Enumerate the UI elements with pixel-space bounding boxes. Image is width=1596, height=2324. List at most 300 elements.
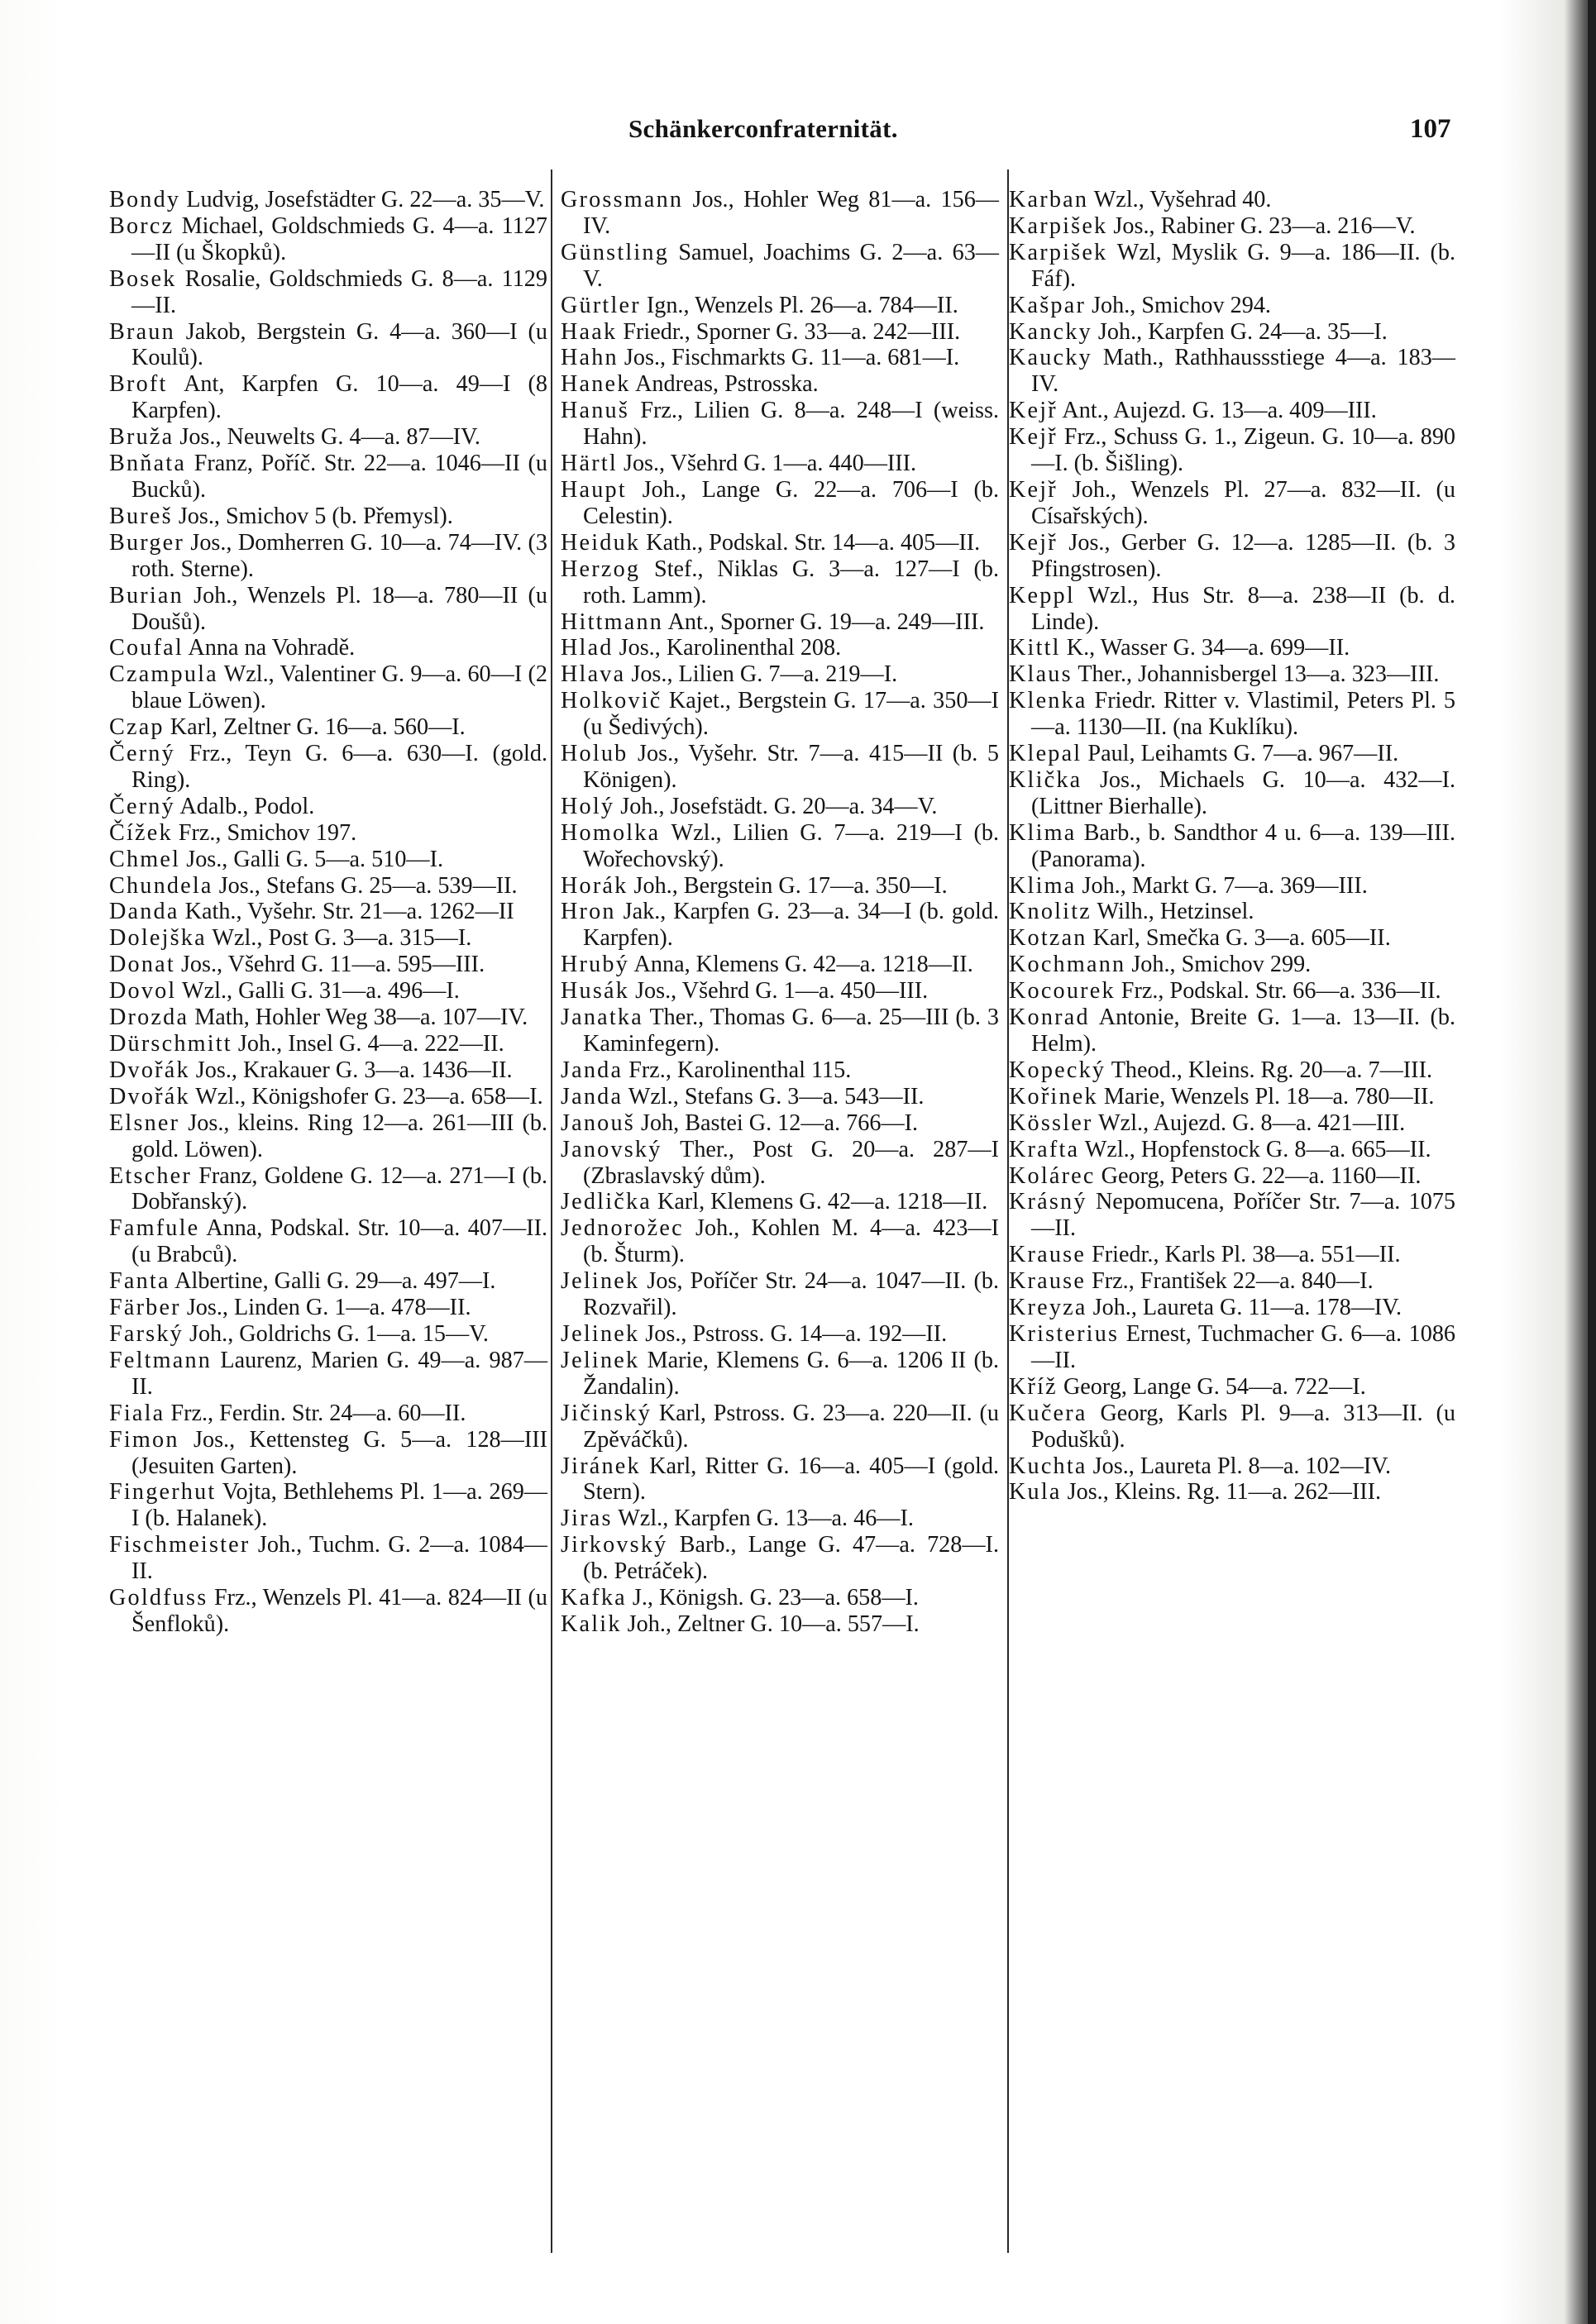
entry-details: J., Königsh. G. 23—a. 658—I. bbox=[632, 1585, 919, 1611]
entry-details: Kath., Vyšehr. Str. 21—a. 1262—II bbox=[184, 899, 514, 925]
entry-details: Jos., Všehrd G. 1—a. 450—III. bbox=[635, 978, 929, 1005]
directory-entry bbox=[561, 820, 999, 873]
entry-details: Kajet., Bergstein G. 17—a. 350—I (u Šedivých). bbox=[583, 688, 999, 741]
entry-details: Franz, Poříč. Str. 22—a. 1046—II (u Bucků). bbox=[131, 451, 547, 503]
entry-details: Ant, Karpfen G. 10—a. 49—I (8 Karpfen). bbox=[131, 371, 547, 424]
entry-details: Wzl, Myslik G. 9—a. 186—II. (b. Fáf). bbox=[1031, 239, 1455, 292]
entry-details: Jos., Galli G. 5—a. 510—I. bbox=[186, 846, 444, 872]
directory-entry bbox=[109, 266, 547, 319]
column-divider bbox=[551, 169, 552, 2253]
directory-entry bbox=[1009, 820, 1455, 873]
entry-details: Joh., Markt G. 7—a. 369—III. bbox=[1082, 872, 1368, 899]
directory-entry bbox=[109, 583, 547, 636]
entry-details: Frz., Schuss G. 1., Zigeun. G. 10—a. 890—I. (b. Šišling). bbox=[1031, 424, 1456, 477]
directory-entry bbox=[109, 1321, 547, 1348]
entry-surname: Kejř bbox=[1009, 424, 1058, 451]
entry-surname: Keppl bbox=[1009, 582, 1075, 608]
entry-surname: Coufal bbox=[109, 635, 184, 661]
entry-details: Joh., Laureta G. 11—a. 178—IV. bbox=[1092, 1295, 1402, 1321]
entry-surname: Burian bbox=[109, 582, 184, 608]
entry-details: Jos., Linden G. 1—a. 478—II. bbox=[186, 1295, 471, 1321]
directory-entry bbox=[109, 952, 547, 978]
directory-entry bbox=[561, 556, 999, 609]
entry-surname: Hahn bbox=[561, 345, 619, 371]
entry-details: Joh., Tuchm. G. 2—a. 1084—II. bbox=[131, 1532, 547, 1585]
directory-entry bbox=[1009, 240, 1455, 293]
entry-surname: Jiránek bbox=[561, 1453, 641, 1479]
directory-entry bbox=[1009, 1057, 1455, 1084]
entry-details: Jos., Karolinenthal 208. bbox=[619, 635, 842, 661]
entry-details: Stef., Niklas G. 3—a. 127—I (b. roth. Lamm). bbox=[583, 556, 1000, 608]
entry-surname: Jelinek bbox=[561, 1320, 640, 1347]
entry-surname: Janovský bbox=[561, 1136, 662, 1162]
entry-surname: Holý bbox=[561, 793, 615, 819]
entry-surname: Krause bbox=[1009, 1242, 1087, 1268]
entry-details: Georg, Karls Pl. 9—a. 313—II. (u Podušků). bbox=[1031, 1400, 1455, 1453]
entry-surname: Hanek bbox=[561, 371, 631, 398]
entry-details: Math, Hohler Weg 38—a. 107—IV. bbox=[194, 1005, 528, 1031]
entry-details: Jos., Všehrd G. 1—a. 440—III. bbox=[623, 451, 917, 477]
entry-surname: Janouš bbox=[561, 1110, 635, 1136]
entry-surname: Drozda bbox=[109, 1005, 189, 1031]
entry-details: Wzl., Stefans G. 3—a. 543—II. bbox=[628, 1083, 925, 1110]
entry-details: Albertine, Galli G. 29—a. 497—I. bbox=[174, 1268, 496, 1295]
directory-entry bbox=[561, 1611, 999, 1638]
directory-entry bbox=[561, 1137, 999, 1190]
entry-details: Jos., Pstross. G. 14—a. 192—II. bbox=[645, 1320, 948, 1347]
entry-surname: Gürtler bbox=[561, 292, 641, 318]
entry-details: Jos., Kleins. Rg. 11—a. 262—III. bbox=[1067, 1479, 1382, 1506]
entry-details: Joh., Zeltner G. 10—a. 557—I. bbox=[627, 1611, 920, 1637]
directory-entry bbox=[561, 1348, 999, 1401]
entry-details: Karl, Klemens G. 42—a. 1218—II. bbox=[657, 1189, 988, 1215]
entry-surname: Bureš bbox=[109, 503, 173, 529]
directory-entry bbox=[109, 503, 547, 530]
entry-surname: Feltmann bbox=[109, 1347, 213, 1373]
entry-surname: Kořinek bbox=[1009, 1083, 1098, 1110]
entry-details: Wzl., Karpfen G. 13—a. 46—I. bbox=[618, 1506, 914, 1532]
entry-details: Ign., Wenzels Pl. 26—a. 784—II. bbox=[646, 292, 958, 318]
directory-entry bbox=[561, 1189, 999, 1215]
entry-surname: Kula bbox=[1009, 1479, 1062, 1506]
entry-surname: Jelinek bbox=[561, 1347, 640, 1373]
entry-details: Jos., Hohler Weg 81—a. 156—IV. bbox=[583, 187, 999, 239]
entry-surname: Horák bbox=[561, 872, 628, 899]
directory-entry bbox=[109, 530, 547, 583]
entry-details: Wilh., Hetzinsel. bbox=[1097, 899, 1254, 925]
entry-surname: Kreyza bbox=[1009, 1295, 1087, 1321]
entry-surname: Farský bbox=[109, 1320, 184, 1347]
directory-entry bbox=[561, 293, 999, 319]
entry-details: Wzl., Aujezd. G. 8—a. 421—III. bbox=[1098, 1110, 1406, 1136]
directory-entry bbox=[561, 240, 999, 293]
directory-entry bbox=[109, 1348, 547, 1401]
entry-details: Joh., Smichov 294. bbox=[1092, 292, 1271, 318]
directory-entry bbox=[109, 1268, 547, 1295]
entry-surname: Janda bbox=[561, 1083, 624, 1110]
entry-surname: Hron bbox=[561, 899, 616, 925]
entry-surname: Kristerius bbox=[1009, 1320, 1120, 1347]
directory-entry bbox=[109, 899, 547, 925]
directory-entry bbox=[561, 477, 999, 530]
directory-entry bbox=[561, 451, 999, 477]
directory-entry bbox=[109, 1031, 547, 1057]
directory-entry bbox=[561, 345, 999, 371]
entry-surname: Czap bbox=[109, 714, 165, 741]
directory-entry bbox=[561, 609, 999, 636]
directory-entry bbox=[109, 1110, 547, 1163]
directory-entry bbox=[561, 1084, 999, 1110]
entry-details: Frz., Wenzels Pl. 41—a. 824—II (u Šenfloků). bbox=[131, 1585, 547, 1637]
directory-entry bbox=[561, 1506, 999, 1532]
entry-surname: Jičinský bbox=[561, 1400, 652, 1426]
entry-surname: Haak bbox=[561, 318, 618, 345]
entry-surname: Broft bbox=[109, 371, 168, 398]
directory-entry bbox=[561, 635, 999, 661]
directory-entry bbox=[1009, 635, 1455, 661]
entry-surname: Bnňata bbox=[109, 451, 187, 477]
directory-entry bbox=[1009, 925, 1455, 952]
directory-entry bbox=[109, 1057, 547, 1084]
entry-details: Math., Rathhaussstiege 4—a. 183—IV. bbox=[1031, 345, 1455, 398]
entry-surname: Kašpar bbox=[1009, 292, 1087, 318]
entry-details: Nepomucena, Poříčer Str. 7—a. 1075—II. bbox=[1031, 1189, 1455, 1242]
entry-surname: Kopecký bbox=[1009, 1057, 1106, 1083]
directory-entry bbox=[561, 978, 999, 1005]
entry-details: Georg, Peters G. 22—a. 1160—II. bbox=[1101, 1162, 1422, 1189]
directory-entry bbox=[561, 398, 999, 451]
entry-surname: Braun bbox=[109, 318, 175, 345]
entry-surname: Fiala bbox=[109, 1400, 165, 1426]
entry-details: Paul, Leihamts G. 7—a. 967—II. bbox=[1087, 741, 1399, 767]
directory-entry bbox=[1009, 741, 1455, 767]
entry-details: Friedr., Karls Pl. 38—a. 551—II. bbox=[1092, 1242, 1401, 1268]
entry-details: Karl, Zeltner G. 16—a. 560—I. bbox=[170, 714, 466, 741]
entry-surname: Färber bbox=[109, 1295, 181, 1321]
entry-details: Frz., Podskal. Str. 66—a. 336—II. bbox=[1121, 978, 1441, 1005]
directory-entry bbox=[1009, 398, 1455, 424]
entry-details: Wzl., Königshofer G. 23—a. 658—I. bbox=[195, 1083, 543, 1110]
directory-entry bbox=[1009, 1374, 1455, 1401]
entry-surname: Bondy bbox=[109, 187, 181, 212]
entry-details: Frz., Karolinenthal 115. bbox=[628, 1057, 852, 1083]
entry-details: Samuel, Joachims G. 2—a. 63—V. bbox=[583, 239, 999, 292]
entry-details: Jos., Laureta Pl. 8—a. 102—IV. bbox=[1092, 1453, 1392, 1479]
entry-details: Jak., Karpfen G. 23—a. 34—I (b. gold. Karpfen). bbox=[583, 899, 1000, 952]
entry-details: Jos, Poříčer Str. 24—a. 1047—II. (b. Rozvařil). bbox=[583, 1268, 999, 1321]
directory-entry bbox=[561, 1215, 999, 1268]
entry-details: Rosalie, Goldschmieds G. 8—a. 1129—II. bbox=[131, 265, 547, 318]
entry-details: Frz., Ferdin. Str. 24—a. 60—II. bbox=[170, 1400, 466, 1426]
entry-surname: Dvořák bbox=[109, 1057, 190, 1083]
entry-surname: Krafta bbox=[1009, 1136, 1080, 1162]
entry-details: Frz., Lilien G. 8—a. 248—I (weiss. Hahn). bbox=[583, 398, 1000, 451]
entry-surname: Kučera bbox=[1009, 1400, 1087, 1426]
entry-details: Frz., František 22—a. 840—I. bbox=[1092, 1268, 1374, 1295]
entry-surname: Jelinek bbox=[561, 1268, 640, 1295]
entry-details: Wzl., Post G. 3—a. 315—I. bbox=[212, 925, 472, 952]
entry-surname: Heiduk bbox=[561, 529, 641, 556]
entry-surname: Kocourek bbox=[1009, 978, 1116, 1005]
entry-details: Jos., Rabiner G. 23—a. 216—V. bbox=[1113, 212, 1416, 239]
entry-details: Joh., Smichov 299. bbox=[1131, 952, 1312, 978]
directory-entry bbox=[1009, 1268, 1455, 1295]
entry-surname: Grossmann bbox=[561, 187, 684, 212]
entry-details: Theod., Kleins. Rg. 20—a. 7—III. bbox=[1111, 1057, 1432, 1083]
entry-details: Joh., Lange G. 22—a. 706—I (b. Celestin). bbox=[583, 476, 1000, 529]
entry-surname: Dovol bbox=[109, 978, 177, 1005]
directory-entry bbox=[561, 1321, 999, 1348]
entry-surname: Kejř bbox=[1009, 476, 1058, 503]
directory-entry bbox=[561, 661, 999, 688]
entry-surname: Kaucky bbox=[1009, 345, 1092, 371]
entry-surname: Holub bbox=[561, 741, 628, 767]
directory-entry bbox=[109, 451, 547, 503]
entry-details: Adalb., Podol. bbox=[179, 793, 315, 819]
entry-details: Anna, Klemens G. 42—a. 1218—II. bbox=[633, 952, 973, 978]
directory-entry bbox=[1009, 583, 1455, 636]
directory-entry bbox=[1009, 477, 1455, 530]
directory-entry bbox=[1009, 345, 1455, 398]
entry-surname: Fingerhut bbox=[109, 1479, 217, 1506]
entry-surname: Goldfuss bbox=[109, 1585, 208, 1611]
directory-entry bbox=[109, 1479, 547, 1532]
directory-entry bbox=[109, 1427, 547, 1480]
directory-entry bbox=[1009, 1084, 1455, 1110]
directory-entry bbox=[561, 187, 999, 240]
directory-entry bbox=[109, 847, 547, 873]
directory-entry bbox=[561, 688, 999, 741]
directory-entry bbox=[109, 1005, 547, 1031]
binding-shadow bbox=[1588, 0, 1596, 2324]
entry-surname: Krásný bbox=[1009, 1189, 1087, 1215]
entry-details: Jos., Kettensteg G. 5—a. 128—III (Jesuiten Garten). bbox=[131, 1426, 547, 1479]
directory-entry bbox=[109, 1215, 547, 1268]
entry-surname: Burger bbox=[109, 529, 184, 556]
entry-surname: Bruža bbox=[109, 424, 174, 451]
directory-entry bbox=[1009, 1110, 1455, 1137]
entry-surname: Donat bbox=[109, 952, 175, 978]
entry-surname: Hrubý bbox=[561, 952, 630, 978]
directory-entry bbox=[561, 1268, 999, 1321]
entry-surname: Kejř bbox=[1009, 529, 1058, 556]
directory-entry bbox=[1009, 424, 1455, 477]
entry-surname: Holkovič bbox=[561, 688, 662, 714]
entry-surname: Kössler bbox=[1009, 1110, 1093, 1136]
directory-entry bbox=[109, 978, 547, 1005]
entry-surname: Fischmeister bbox=[109, 1532, 251, 1558]
entry-surname: Kafka bbox=[561, 1585, 627, 1611]
entry-surname: Kochmann bbox=[1009, 952, 1126, 978]
entry-details: Joh., Insel G. 4—a. 222—II. bbox=[237, 1031, 504, 1057]
entry-details: Joh., Wenzels Pl. 27—a. 832—II. (u Císařských). bbox=[1031, 476, 1455, 529]
directory-entry bbox=[109, 741, 547, 794]
directory-entry bbox=[561, 530, 999, 556]
entry-details: Laurenz, Marien G. 49—a. 987—II. bbox=[131, 1347, 548, 1400]
entry-surname: Kříž bbox=[1009, 1373, 1058, 1400]
entry-surname: Etscher bbox=[109, 1162, 192, 1189]
directory-entry bbox=[1009, 1295, 1455, 1321]
entry-surname: Kejř bbox=[1009, 398, 1058, 424]
directory-entry bbox=[561, 1585, 999, 1611]
entry-details: Jakob, Bergstein G. 4—a. 360—I (u Koulů). bbox=[131, 318, 548, 371]
entry-surname: Jednorožec bbox=[561, 1215, 684, 1242]
entry-surname: Husák bbox=[561, 978, 630, 1005]
directory-entry bbox=[1009, 1242, 1455, 1268]
entry-details: Wzl., Galli G. 31—a. 496—I. bbox=[182, 978, 460, 1005]
entry-details: Ant., Aujezd. G. 13—a. 409—III. bbox=[1062, 398, 1377, 424]
directory-entry bbox=[561, 1532, 999, 1585]
entry-surname: Hanuš bbox=[561, 398, 630, 424]
directory-entry bbox=[561, 952, 999, 978]
entry-surname: Elsner bbox=[109, 1110, 180, 1136]
directory-column-2 bbox=[561, 187, 999, 1638]
entry-details: Jos., Všehrd G. 11—a. 595—III. bbox=[180, 952, 485, 978]
entry-surname: Karpišek bbox=[1009, 212, 1108, 239]
entry-details: Joh., Bergstein G. 17—a. 350—I. bbox=[633, 872, 948, 899]
entry-details: Joh., Karpfen G. 24—a. 35—I. bbox=[1097, 318, 1388, 345]
entry-details: Wzl., Hus Str. 8—a. 238—II (b. d. Linde). bbox=[1031, 582, 1455, 635]
entry-details: Jos., Lilien G. 7—a. 219—I. bbox=[631, 661, 898, 688]
directory-entry bbox=[1009, 767, 1455, 820]
directory-entry bbox=[1009, 1453, 1455, 1480]
entry-surname: Hittmann bbox=[561, 608, 664, 635]
entry-details: Marie, Klemens G. 6—a. 1206 II (b. Žandalin). bbox=[583, 1347, 999, 1400]
entry-details: Ther., Post G. 20—a. 287—I (Zbraslavský dům). bbox=[583, 1136, 999, 1189]
entry-details: K., Wasser G. 34—a. 699—II. bbox=[1066, 635, 1350, 661]
entry-details: Frz., Smichov 197. bbox=[178, 819, 357, 846]
directory-entry bbox=[1009, 952, 1455, 978]
directory-entry bbox=[109, 371, 547, 424]
directory-entry bbox=[561, 319, 999, 346]
directory-entry bbox=[1009, 1479, 1455, 1506]
entry-surname: Dvořák bbox=[109, 1083, 190, 1110]
directory-entry bbox=[561, 741, 999, 794]
entry-details: Joh., Wenzels Pl. 18—a. 780—II (u Doušů). bbox=[131, 582, 548, 635]
directory-entry bbox=[1009, 873, 1455, 900]
entry-details: Jos., Smichov 5 (b. Přemysl). bbox=[178, 503, 453, 529]
entry-details: Karl, Smečka G. 3—a. 605—II. bbox=[1092, 925, 1391, 952]
entry-surname: Chundela bbox=[109, 872, 213, 899]
entry-details: Barb., Lange G. 47—a. 728—I. (b. Petráček). bbox=[583, 1532, 999, 1585]
entry-surname: Kuchta bbox=[1009, 1453, 1087, 1479]
entry-details: Antonie, Breite G. 1—a. 13—II. (b. Helm). bbox=[1031, 1005, 1455, 1057]
directory-entry bbox=[561, 899, 999, 952]
entry-details: Michael, Goldschmieds G. 4—a. 1127—II (u Škopků). bbox=[131, 212, 548, 265]
page-number: 107 bbox=[1410, 114, 1451, 144]
directory-entry bbox=[109, 1532, 547, 1585]
entry-surname: Härtl bbox=[561, 451, 618, 477]
directory-entry bbox=[1009, 661, 1455, 688]
directory-entry bbox=[1009, 899, 1455, 925]
entry-surname: Chmel bbox=[109, 846, 181, 872]
directory-entry bbox=[109, 187, 547, 213]
entry-details: Ludvig, Josefstädter G. 22—a. 35—V. bbox=[186, 187, 545, 212]
entry-details: Georg, Lange G. 54—a. 722—I. bbox=[1063, 1373, 1366, 1400]
entry-details: Wzl., Vyšehrad 40. bbox=[1093, 187, 1272, 212]
entry-surname: Jirkovský bbox=[561, 1532, 668, 1558]
entry-surname: Karpišek bbox=[1009, 239, 1108, 265]
directory-entry bbox=[109, 424, 547, 451]
entry-details: Friedr., Sporner G. 33—a. 242—III. bbox=[623, 318, 961, 345]
entry-details: Ther., Thomas G. 6—a. 25—III (b. 3 Kaminfegern). bbox=[583, 1005, 999, 1057]
entry-details: Jos., kleins. Ring 12—a. 261—III (b. gold. Löwen). bbox=[131, 1110, 547, 1162]
directory-entry bbox=[109, 1585, 547, 1638]
entry-surname: Jedlička bbox=[561, 1189, 652, 1215]
directory-entry bbox=[1009, 1321, 1455, 1374]
entry-surname: Klima bbox=[1009, 872, 1077, 899]
directory-entry bbox=[1009, 1137, 1455, 1163]
entry-surname: Klepal bbox=[1009, 741, 1082, 767]
entry-surname: Kancky bbox=[1009, 318, 1092, 345]
entry-surname: Fanta bbox=[109, 1268, 170, 1295]
entry-details: Ernest, Tuchmacher G. 6—a. 1086—II. bbox=[1031, 1320, 1456, 1373]
entry-surname: Bosek bbox=[109, 265, 177, 292]
entry-surname: Klenka bbox=[1009, 688, 1087, 714]
entry-details: Jos., Fischmarkts G. 11—a. 681—I. bbox=[624, 345, 960, 371]
directory-entry bbox=[1009, 319, 1455, 346]
entry-surname: Krause bbox=[1009, 1268, 1087, 1295]
directory-entry bbox=[109, 1295, 547, 1321]
entry-details: Wzl., Hopfenstock G. 8—a. 665—II. bbox=[1084, 1136, 1431, 1162]
entry-surname: Fimon bbox=[109, 1426, 179, 1453]
entry-details: Jos., Domherren G. 10—a. 74—IV. (3 roth. Sterne). bbox=[131, 529, 547, 582]
entry-details: Kath., Podskal. Str. 14—a. 405—II. bbox=[646, 529, 981, 556]
entry-details: Anna na Vohradě. bbox=[188, 635, 356, 661]
directory-entry bbox=[109, 873, 547, 900]
entry-surname: Klima bbox=[1009, 819, 1077, 846]
entry-details: Jos., Michaels G. 10—a. 432—I. (Littner Bierhalle). bbox=[1031, 766, 1455, 819]
entry-surname: Janatka bbox=[561, 1005, 643, 1031]
entry-surname: Borcz bbox=[109, 212, 174, 239]
entry-surname: Černý bbox=[109, 741, 175, 767]
directory-entry bbox=[561, 1453, 999, 1506]
directory-entry bbox=[109, 319, 547, 372]
entry-details: Barb., b. Sandthor 4 u. 6—a. 139—III. (Panorama). bbox=[1031, 819, 1455, 872]
directory-column-3 bbox=[1009, 187, 1455, 1506]
entry-surname: Czampula bbox=[109, 661, 218, 688]
directory-entry bbox=[1009, 1189, 1455, 1242]
entry-surname: Herzog bbox=[561, 556, 641, 582]
entry-details: Jos., Vyšehr. Str. 7—a. 415—II (b. 5 Königen). bbox=[583, 741, 999, 793]
entry-surname: Homolka bbox=[561, 819, 661, 846]
entry-details: Jos., Neuwelts G. 4—a. 87—IV. bbox=[179, 424, 480, 451]
directory-entry bbox=[1009, 293, 1455, 319]
entry-details: Jos., Gerber G. 12—a. 1285—II. (b. 3 Pfingstrosen). bbox=[1031, 529, 1455, 582]
directory-entry bbox=[561, 794, 999, 820]
entry-surname: Janda bbox=[561, 1057, 624, 1083]
entry-details: Frz., Teyn G. 6—a. 630—I. (gold. Ring). bbox=[131, 741, 547, 793]
running-head: Schänkerconfraternität. bbox=[628, 114, 898, 143]
directory-entry bbox=[561, 1005, 999, 1057]
entry-details: Ther., Johannisbergel 13—a. 323—III. bbox=[1078, 661, 1440, 688]
entry-surname: Famfule bbox=[109, 1215, 200, 1242]
directory-entry bbox=[109, 213, 547, 266]
directory-column-1 bbox=[109, 187, 547, 1638]
directory-entry bbox=[1009, 688, 1455, 741]
directory-entry bbox=[1009, 213, 1455, 240]
entry-surname: Kolárec bbox=[1009, 1162, 1096, 1189]
entry-details: Wzl., Lilien G. 7—a. 219—I (b. Wořechovský). bbox=[583, 819, 1000, 872]
entry-details: Karl, Ritter G. 16—a. 405—I (gold. Stern). bbox=[583, 1453, 1000, 1506]
entry-details: Ant., Sporner G. 19—a. 249—III. bbox=[667, 608, 985, 635]
entry-details: Marie, Wenzels Pl. 18—a. 780—II. bbox=[1103, 1083, 1435, 1110]
directory-entry bbox=[1009, 978, 1455, 1005]
directory-entry bbox=[561, 1057, 999, 1084]
entry-surname: Čížek bbox=[109, 819, 173, 846]
directory-entry bbox=[561, 1401, 999, 1453]
directory-entry bbox=[109, 1401, 547, 1427]
